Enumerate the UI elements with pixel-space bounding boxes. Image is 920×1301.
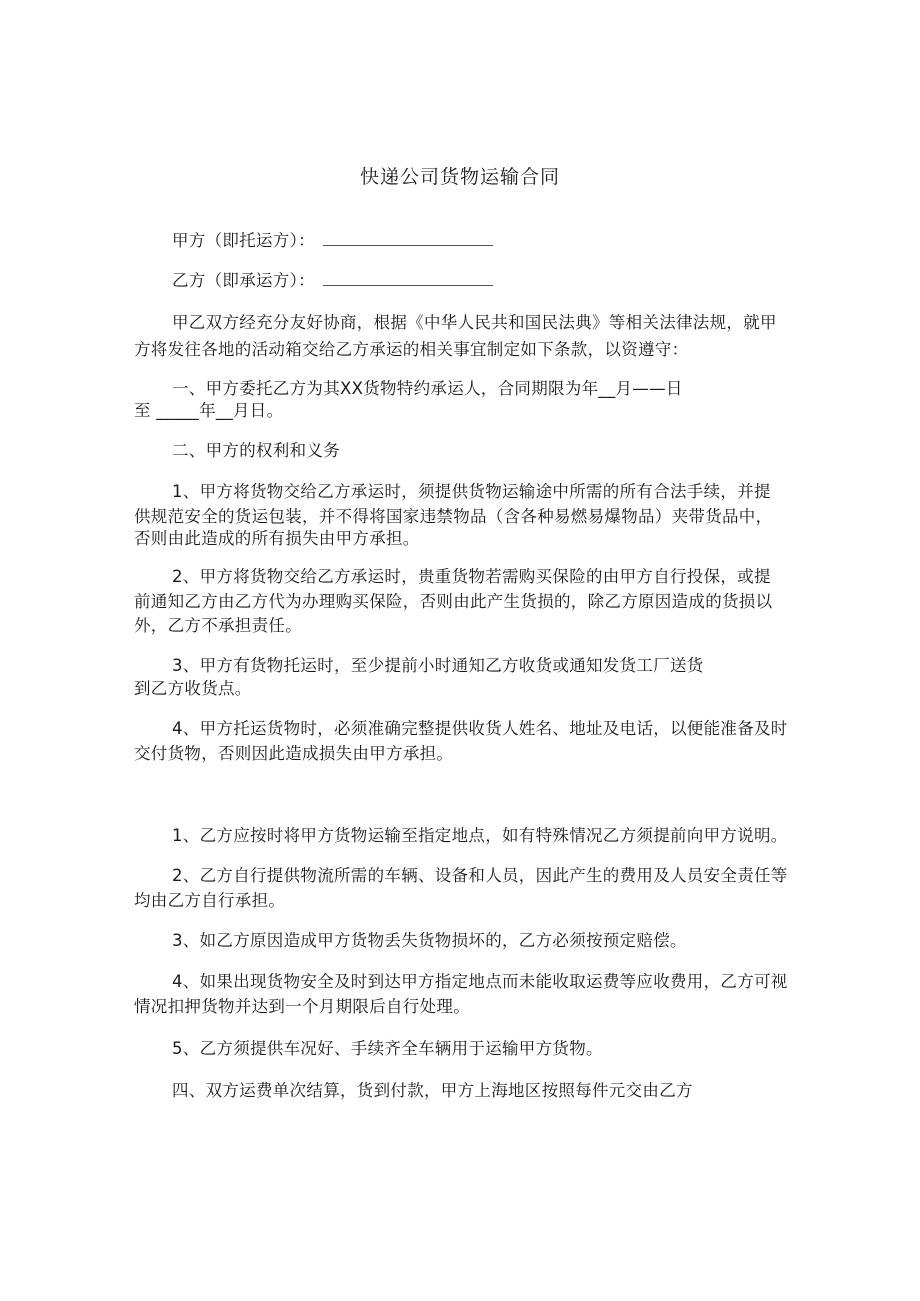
clause2-item-1-line-2: 供规范安全的货运包装，并不得将国家违禁物品（含各种易燃易爆物品）夹带货品中， (134, 507, 773, 526)
party-a-blank (323, 231, 493, 246)
preamble-line-2: 方将发往各地的活动箱交给乙方承运的相关事宜制定如下条款，以资遵守： (134, 340, 689, 359)
clause3-item-2-line-2: 均由乙方自行承担。 (134, 891, 286, 910)
party-b-blank (323, 271, 493, 286)
party-b-line (172, 270, 493, 292)
clause3-item-1: 1、乙方应按时将甲方货物运输至指定地点，如有特殊情况乙方须提前向甲方说明。 (172, 826, 788, 845)
preamble-line-1: 甲乙双方经充分友好协商，根据《中华人民共和国民法典》等相关法律法规，就甲 (172, 313, 777, 332)
party-b-label: 乙方（即承运方）： (172, 271, 315, 290)
party-a-label: 甲方（即托运方）： (172, 231, 315, 250)
clause3-item-5: 5、乙方须提供车况好、手续齐全车辆用于运输甲方货物。 (172, 1039, 603, 1058)
clause2-heading: 二、甲方的权利和义务 (172, 441, 340, 460)
clause2-item-3-line-2: 到乙方收货点。 (134, 679, 252, 698)
clause3-item-3: 3、如乙方原因造成甲方货物丢失货物损坏的，乙方必须按预定赔偿。 (172, 931, 687, 950)
clause2-item-1-line-3: 否则由此造成的所有损失由甲方承担。 (134, 529, 420, 548)
clause2-item-3-line-1: 3、甲方有货物托运时，至少提前小时通知乙方收货或通知发货工厂送货 (172, 656, 704, 675)
clause2-item-4-line-2: 交付货物，否则因此造成损失由甲方承担。 (134, 744, 454, 763)
clause2-item-2-line-3: 外，乙方不承担责任。 (134, 616, 302, 635)
party-a-line (172, 230, 493, 252)
clause1-line-1: 一、甲方委托乙方为其XX货物特约承运人，合同期限为年__月——日 (172, 379, 683, 398)
clause2-item-1-line-1: 1、甲方将货物交给乙方承运时，须提供货物运输途中所需的所有合法手续，并提 (172, 482, 771, 501)
page-title: 快递公司货物运输合同 (360, 166, 561, 188)
clause1-line-2: 至 _____年__月日。 (134, 401, 284, 420)
clause2-item-2-line-1: 2、甲方将货物交给乙方承运时，贵重货物若需购买保险的由甲方自行投保，或提 (172, 567, 771, 586)
clause4-line: 四、双方运费单次结算，货到付款，甲方上海地区按照每件元交由乙方 (172, 1081, 693, 1100)
clause3-item-2-line-1: 2、乙方自行提供物流所需的车辆、设备和人员，因此产生的费用及人员安全责任等 (172, 866, 788, 885)
clause3-item-4-line-1: 4、如果出现货物安全及时到达甲方指定地点而未能收取运费等应收费用，乙方可视 (172, 972, 788, 991)
clause2-item-4-line-1: 4、甲方托运货物时，必须准确完整提供收货人姓名、地址及电话，以便能准备及时 (172, 719, 788, 738)
clause3-item-4-line-2: 情况扣押货物并达到一个月期限后自行处理。 (134, 997, 470, 1016)
clause2-item-2-line-2: 前通知乙方由乙方代为办理购买保险，否则由此产生货损的，除乙方原因造成的货损以 (134, 592, 773, 611)
